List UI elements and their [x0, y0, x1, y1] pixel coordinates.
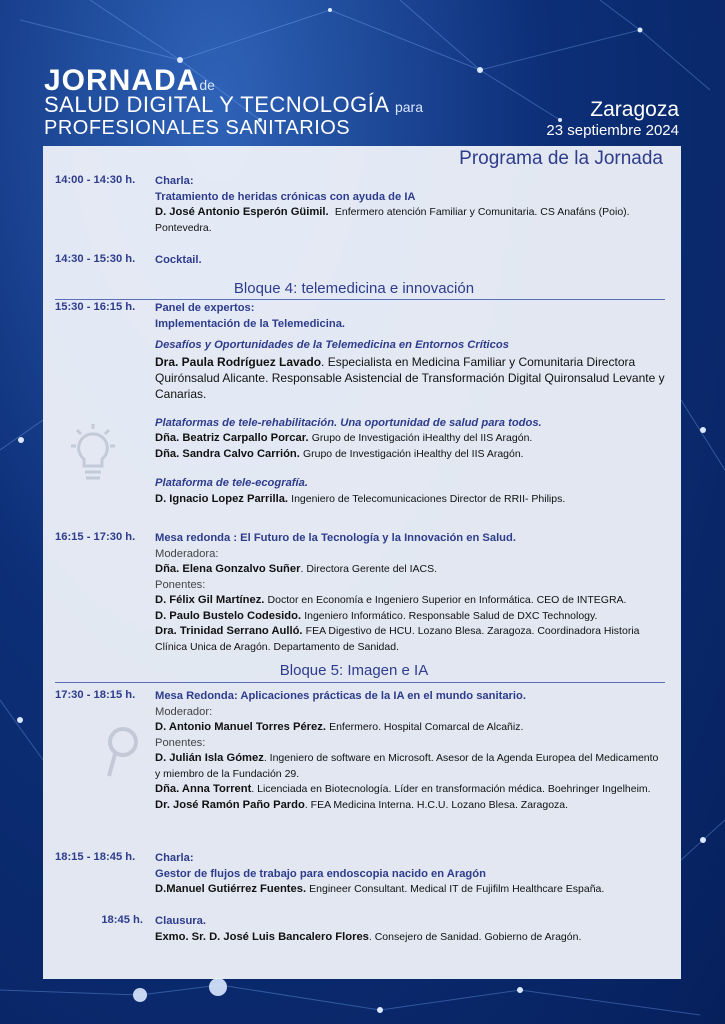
session-time: 15:30 - 16:15 h.: [55, 301, 136, 313]
speaker-name: D. Ignacio Lopez Parrilla.: [155, 492, 289, 505]
speaker-name: Dra. Trinidad Serrano Aulló.: [155, 625, 303, 637]
speaker-name: D. Antonio Manuel Torres Pérez.: [155, 721, 326, 733]
event-city: Zaragoza: [590, 98, 679, 121]
magnifier-icon: [101, 724, 141, 780]
speaker-desc: Enfermero. Hospital Comarcal de Alcañiz.: [329, 721, 524, 733]
session-type: Panel de expertos:: [155, 302, 255, 314]
session-time: 18:45 h.: [101, 914, 143, 926]
speaker-desc: . Licenciada en Biotecnología. Líder en transformación médica. Boehringer Ingelheim.: [251, 783, 651, 795]
speaker-desc: . FEA Medicina Interna. H.C.U. Lozano Blesa. Zaragoza.: [304, 798, 569, 811]
speaker-desc: Ingeniero de Telecomunicaciones Director de RRII- Philips.: [291, 492, 566, 505]
speaker-desc: Enfermero atención Familiar y Comunitaria. CS Anafáns (Poio). Pontevedra.: [155, 206, 630, 234]
session-title: Mesa Redonda: Aplicaciones prácticas de la IA en el mundo sanitario.: [155, 690, 526, 702]
title-salud-digital: SALUD DIGITAL Y TECNOLOGÍA: [44, 92, 389, 117]
speaker-name: Dña. Elena Gonzalvo Suñer: [155, 563, 301, 575]
session-type: Charla:: [155, 175, 194, 187]
subtalk-title: Plataforma de tele-ecografía.: [155, 477, 308, 489]
session-body: [155, 531, 665, 655]
moderator-label: Moderador:: [155, 705, 213, 718]
speaker-name: Dña. Anna Torrent: [155, 783, 252, 795]
speaker-name: D. Félix Gil Martínez.: [155, 594, 265, 606]
session-body: [155, 174, 665, 236]
speaker-name: Dña. Sandra Calvo Carrión.: [155, 447, 300, 460]
speakers-label: Ponentes:: [155, 736, 206, 749]
session-body: [155, 301, 665, 507]
session-body: [155, 851, 665, 898]
speaker-name: D. Julián Isla Gómez: [155, 752, 264, 764]
bloque-4-heading: Bloque 4: telemedicina e innovación: [233, 280, 475, 297]
session-time: 18:15 - 18:45 h.: [55, 851, 136, 863]
bloque-5-rule: [55, 682, 665, 683]
session-time: 14:30 - 15:30 h.: [55, 253, 136, 265]
speaker-name: D. José Antonio Esperón Güimil.: [155, 206, 329, 218]
moderator-label: Moderadora:: [155, 547, 219, 560]
title-line-2: [44, 94, 423, 116]
header: [0, 0, 725, 145]
session-type: Cocktail.: [155, 254, 202, 266]
session-type: Clausura.: [155, 915, 206, 927]
program-panel: [43, 146, 681, 979]
speaker-name: Dr. José Ramón Paño Pardo: [155, 798, 305, 811]
speaker-name: Dña. Beatriz Carpallo Porcar.: [155, 432, 309, 444]
speaker-name: D. Paulo Bustelo Codesido.: [155, 609, 302, 622]
speaker-name: Dra. Paula Rodríguez Lavado: [155, 354, 322, 369]
speaker-name: Exmo. Sr. D. José Luis Bancalero Flores: [155, 930, 369, 943]
lightbulb-icon: [65, 424, 121, 488]
speaker-name: D.Manuel Gutiérrez Fuentes.: [155, 883, 307, 895]
bloque-5-heading: Bloque 5: Imagen e IA: [279, 662, 429, 679]
speaker-desc: . Especialista en Medicina Familiar y Comunitaria Directora Quirónsalud Alicante. Responsable Asistencial de Transformación Digital Quironsalud Levante y Canarias.: [155, 354, 665, 401]
session-title: Implementación de la Telemedicina.: [155, 317, 346, 330]
session-type: Charla:: [155, 852, 194, 864]
speaker-desc: . Ingeniero de software en Microsoft. Asesor de la Agenda Europea del Medicamento y miembro de la Fundación 29.: [155, 752, 659, 780]
session-title: Tratamiento de heridas crónicas con ayuda de IA: [155, 190, 416, 203]
speakers-label: Ponentes:: [155, 578, 206, 591]
speaker-desc: . Consejero de Sanidad. Gobierno de Aragón.: [368, 930, 582, 943]
session-body: [155, 689, 665, 813]
title-para: para: [394, 99, 423, 115]
event-date: 23 septiembre 2024: [546, 122, 679, 139]
session-time: 16:15 - 17:30 h.: [55, 531, 136, 543]
speaker-desc: Grupo de Investigación iHealthy del IIS Aragón.: [302, 447, 524, 460]
program-title: Programa de la Jornada: [459, 148, 663, 169]
session-title: Gestor de flujos de trabajo para endoscopia nacido en Aragón: [155, 867, 486, 880]
speaker-desc: Ingeniero Informático. Responsable Salud de DXC Technology.: [304, 609, 598, 622]
speaker-desc: Doctor en Economía e Ingeniero Superior en Informática. CEO de INTEGRA.: [267, 594, 627, 606]
session-time: 17:30 - 18:15 h.: [55, 689, 136, 701]
bloque-4-rule: [55, 299, 665, 300]
session-title: Mesa redonda : El Futuro de la Tecnología y la Innovación en Salud.: [155, 532, 516, 544]
session-body: [155, 253, 665, 269]
speaker-desc: Engineer Consultant. Medical IT de Fujifilm Healthcare España.: [309, 883, 605, 895]
speaker-desc: . Directora Gerente del IACS.: [300, 563, 438, 575]
title-jornada: JORNADA: [44, 64, 200, 97]
speaker-desc: FEA Digestivo de HCU. Lozano Blesa. Zaragoza. Coordinadora Historia Clínica Unica de Aragón. Departamento de Sanidad.: [155, 625, 640, 653]
title-de: de: [199, 77, 215, 93]
title-line-3: PROFESIONALES SANITARIOS: [44, 117, 351, 139]
subtalk-title: Plataformas de tele-rehabilitación. Una oportunidad de salud para todos.: [155, 416, 542, 429]
session-time: 14:00 - 14:30 h.: [55, 174, 136, 186]
subtalk-title: Desafíos y Oportunidades de la Telemedicina en Entornos Críticos: [155, 339, 509, 351]
speaker-desc: Grupo de Investigación iHealthy del IIS Aragón.: [311, 432, 533, 444]
session-body: [155, 914, 665, 945]
